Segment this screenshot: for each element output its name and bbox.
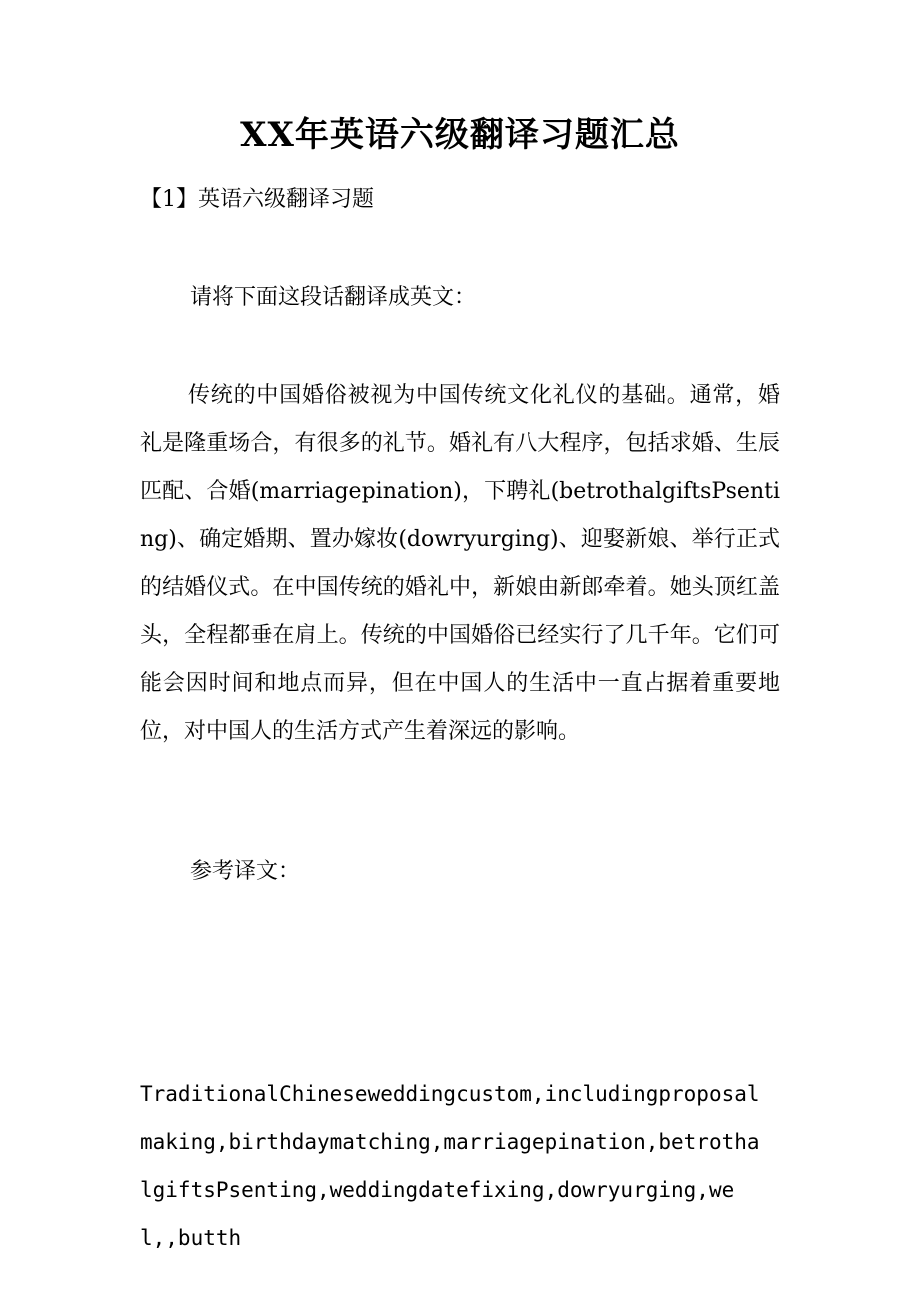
english-translation-text: TraditionalChineseweddingcustom,includingproposalmaking,birthdaymatching,marriagepination,betrothalgiftsPsenting,weddingdatefixing,dowryurging,wel,,butth bbox=[140, 1082, 760, 1250]
chinese-passage: 传统的中国婚俗被视为中国传统文化礼仪的基础。通常，婚礼是隆重场合，有很多的礼节。婚礼有八大程序，包括求婚、生辰匹配、合婚(marriagepination)，下聘礼(betrothalgiftsPsenting)、确定婚期、置办嫁妆(dowryurging)、迎娶新娘、举行正式的结婚仪式。在中国传统的婚礼中，新娘由新郎牵着。她头顶红盖头，全程都垂在肩上。传统的中国婚俗已经实行了几千年。它们可能会因时间和地点而异，但在中国人的生活中一直占据着重要地位，对中国人的生活方式产生着深远的影响。 bbox=[140, 383, 780, 744]
document-title: XX年英语六级翻译习题汇总 bbox=[240, 115, 680, 155]
section-heading: 【1】英语六级翻译习题 bbox=[140, 187, 374, 212]
reference-translation-label: 参考译文： bbox=[190, 859, 301, 884]
translation-prompt: 请将下面这段话翻译成英文： bbox=[190, 285, 477, 310]
